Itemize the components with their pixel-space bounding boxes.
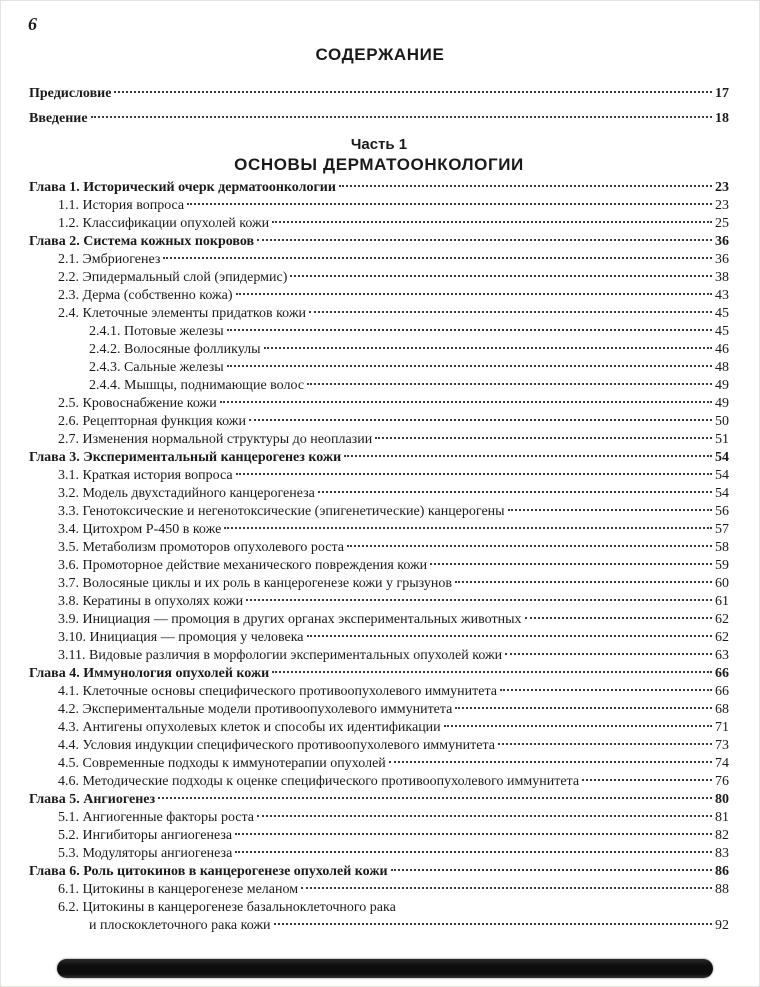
toc-entry-page: 62 [715,612,729,627]
toc-entry-page: 17 [715,86,729,101]
dot-leader [389,761,712,763]
dot-leader [163,257,712,259]
toc-entry-page: 57 [715,522,729,537]
dot-leader [224,527,712,529]
page-bottom-scan-bar [57,959,713,978]
toc-entry [29,305,729,323]
toc-entry [29,575,729,593]
toc-entry [29,719,729,737]
dot-leader [235,833,712,835]
toc-entry [29,881,729,899]
toc-entry-label: Предисловие [29,86,112,101]
toc-entry-label: 3.6. Промоторное действие механического повреждения кожи [58,558,428,573]
page-title: СОДЕРЖАНИЕ [315,45,445,64]
toc-entry [29,791,729,809]
toc-entry-label: 6.1. Цитокины в канцерогенезе меланом [58,882,299,897]
toc-part-heading [29,135,729,176]
toc-entry-page: 46 [715,342,729,357]
toc-entry-label: 4.1. Клеточные основы специфического противоопухолевого иммунитета [58,684,497,699]
dot-leader [430,563,712,565]
toc-entry [29,323,729,341]
dot-leader [264,347,713,349]
toc-entry-page: 51 [715,432,729,447]
dot-leader [274,923,712,925]
toc-entry [29,809,729,827]
toc-list [29,81,729,935]
toc-entry-label: 1.2. Классификации опухолей кожи [58,216,270,231]
toc-entry [29,449,729,467]
toc-entry-page: 71 [715,720,729,735]
toc-entry-page: 49 [715,378,729,393]
toc-entry [29,557,729,575]
toc-entry [29,521,729,539]
dot-leader [455,581,712,583]
dot-leader [375,437,712,439]
toc-entry-label: 3.3. Генотоксические и негенотоксические (эпигенетические) канцерогены [58,504,505,519]
toc-entry-label: 2.4.1. Потовые железы [89,324,224,339]
toc-entry-page: 50 [715,414,729,429]
toc-entry-page: 73 [715,738,729,753]
dot-leader [91,116,712,118]
toc-entry [29,341,729,359]
toc-entry [29,413,729,431]
toc-entry-label: 3.8. Кератины в опухолях кожи [58,594,244,609]
toc-entry-label: Глава 1. Исторический очерк дерматоонкологии [29,180,336,195]
dot-leader [257,239,712,241]
dot-leader [235,851,712,853]
toc-entry-label: 5.1. Ангиогенные факторы роста [58,810,255,825]
toc-entry-page: 74 [715,756,729,771]
toc-entry-label: 2.6. Рецепторная функция кожи [58,414,246,429]
toc-entry-label: 4.4. Условия индукции специфического противоопухолевого иммунитета [58,738,495,753]
toc-entry [29,899,729,917]
toc-entry-page: 92 [715,918,729,933]
dot-leader [114,91,712,93]
toc-entry-label: 1.1. История вопроса [58,198,185,213]
toc-entry [29,629,729,647]
toc-entry-label: 2.4.2. Волосяные фолликулы [89,342,261,357]
toc-entry-page: 59 [715,558,729,573]
toc-entry-label: и плоскоклеточного рака кожи [89,918,271,933]
dot-leader [391,869,712,871]
toc-entry [29,827,729,845]
toc-entry-page: 25 [715,216,729,231]
dot-leader [227,365,712,367]
toc-entry-label: Глава 4. Иммунология опухолей кожи [29,666,270,681]
toc-entry-page: 88 [715,882,729,897]
toc-entry-page: 82 [715,828,729,843]
toc-entry-page: 56 [715,504,729,519]
toc-entry-label: 5.2. Ингибиторы ангиогенеза [58,828,233,843]
toc-entry-label: 3.5. Метаболизм промоторов опухолевого роста [58,540,344,555]
dot-leader [227,329,712,331]
dot-leader [272,671,712,673]
page-number: 6 [28,14,37,34]
toc-entry-page: 54 [715,486,729,501]
toc-entry-label: 2.3. Дерма (собственно кожа) [58,288,233,303]
toc-entry-page: 23 [715,198,729,213]
toc-entry-page: 62 [715,630,729,645]
dot-leader [249,419,712,421]
toc-entry-page: 54 [715,450,729,465]
toc-entry [29,593,729,611]
toc-entry-label: Глава 5. Ангиогенез [29,792,156,807]
toc-entry-page: 48 [715,360,729,375]
dot-leader [498,743,712,745]
toc-entry [29,845,729,863]
dot-leader [318,491,712,493]
toc-entry-page: 38 [715,270,729,285]
dot-leader [505,653,712,655]
toc-entry-label: 3.7. Волосяные циклы и их роль в канцерогенезе кожи у грызунов [58,576,453,591]
toc-entry-page: 45 [715,324,729,339]
toc-entry-label: 4.5. Современные подходы к иммунотерапии опухолей [58,756,386,771]
dot-leader [500,689,712,691]
toc-entry [29,503,729,521]
toc-entry [29,395,729,413]
toc-entry [29,611,729,629]
toc-entry-page: 81 [715,810,729,825]
toc-entry-label: 2.4. Клеточные элементы придатков кожи [58,306,306,321]
toc-entry-label: 3.9. Инициация — промоция в других органах экспериментальных животных [58,612,522,627]
toc-entry-continuation [29,917,729,935]
dot-leader [347,545,712,547]
dot-leader [236,293,712,295]
dot-leader [187,203,712,205]
dot-leader [455,707,712,709]
part-title: ОСНОВЫ ДЕРМАТООНКОЛОГИИ [234,155,524,174]
toc-entry [29,251,729,269]
dot-leader [444,725,712,727]
toc-entry-label: Глава 3. Экспериментальный канцерогенез кожи [29,450,342,465]
toc-entry-page: 61 [715,594,729,609]
toc-entry [29,539,729,557]
toc-entry-page: 60 [715,576,729,591]
toc-entry [29,377,729,395]
toc-entry [29,106,729,131]
toc-entry-page: 66 [715,684,729,699]
dot-leader [272,221,712,223]
toc-entry-label: 6.2. Цитокины в канцерогенезе базальноклеточного рака [58,900,396,915]
dot-leader [339,185,712,187]
toc-entry [29,81,729,106]
toc-entry [29,359,729,377]
toc-entry-label: 2.5. Кровоснабжение кожи [58,396,217,411]
toc-entry-page: 49 [715,396,729,411]
dot-leader [307,635,712,637]
toc-entry [29,665,729,683]
toc-entry-page: 45 [715,306,729,321]
toc-entry-label: 2.4.4. Мышцы, поднимающие волос [89,378,305,393]
toc-entry-label: 3.10. Инициация — промоция у человека [58,630,304,645]
dot-leader [525,617,712,619]
toc-entry-label: 3.2. Модель двухстадийного канцерогенеза [58,486,315,501]
toc-entry [29,467,729,485]
toc-entry-label: 4.3. Антигены опухолевых клеток и способы их идентификации [58,720,441,735]
dot-leader [301,887,712,889]
toc-entry-page: 36 [715,252,729,267]
dot-leader [344,455,712,457]
toc-entry [29,179,729,197]
part-number: Часть 1 [350,136,408,153]
toc-entry-page: 86 [715,864,729,879]
toc-entry [29,215,729,233]
toc-entry-label: 3.4. Цитохром Р-450 в коже [58,522,222,537]
dot-leader [246,599,712,601]
dot-leader [508,509,712,511]
dot-leader [236,473,712,475]
dot-leader [307,383,712,385]
toc-entry-label: Глава 6. Роль цитокинов в канцерогенезе опухолей кожи [29,864,388,879]
toc-entry-page: 23 [715,180,729,195]
dot-leader [220,401,712,403]
toc-entry-label: 3.11. Видовые различия в морфологии экспериментальных опухолей кожи [58,648,503,663]
toc-entry [29,755,729,773]
toc-entry [29,647,729,665]
toc-entry-label: 2.7. Изменения нормальной структуры до неоплазии [58,432,373,447]
dot-leader [582,779,712,781]
toc-entry [29,863,729,881]
toc-entry-page: 76 [715,774,729,789]
toc-entry [29,269,729,287]
toc-entry [29,773,729,791]
toc-entry [29,683,729,701]
toc-entry [29,197,729,215]
toc-entry-page: 80 [715,792,729,807]
toc-entry [29,287,729,305]
dot-leader [290,275,712,277]
toc-entry-label: 4.6. Методические подходы к оценке специфического противоопухолевого иммунитета [58,774,580,789]
toc-entry-label: 2.2. Эпидермальный слой (эпидермис) [58,270,288,285]
toc-entry-page: 36 [715,234,729,249]
toc-entry [29,431,729,449]
toc-entry-page: 18 [715,111,729,126]
toc-entry-label: 4.2. Экспериментальные модели противоопухолевого иммунитета [58,702,453,717]
dot-leader [309,311,712,313]
toc-entry-page: 43 [715,288,729,303]
toc-entry-label: Глава 2. Система кожных покровов [29,234,255,249]
toc-entry [29,485,729,503]
toc-entry-label: Введение [29,111,88,126]
toc-entry-label: 3.1. Краткая история вопроса [58,468,233,483]
toc-entry-label: 2.1. Эмбриогенез [58,252,161,267]
toc-entry-page: 58 [715,540,729,555]
toc-entry-label: 2.4.3. Сальные железы [89,360,224,375]
dot-leader [158,797,712,799]
toc-entry [29,233,729,251]
toc-entry-page: 68 [715,702,729,717]
toc-entry [29,701,729,719]
toc-entry-page: 54 [715,468,729,483]
toc-entry [29,737,729,755]
toc-entry-page: 83 [715,846,729,861]
toc-entry-page: 66 [715,666,729,681]
dot-leader [257,815,712,817]
toc-entry-page: 63 [715,648,729,663]
toc-entry-label: 5.3. Модуляторы ангиогенеза [58,846,233,861]
